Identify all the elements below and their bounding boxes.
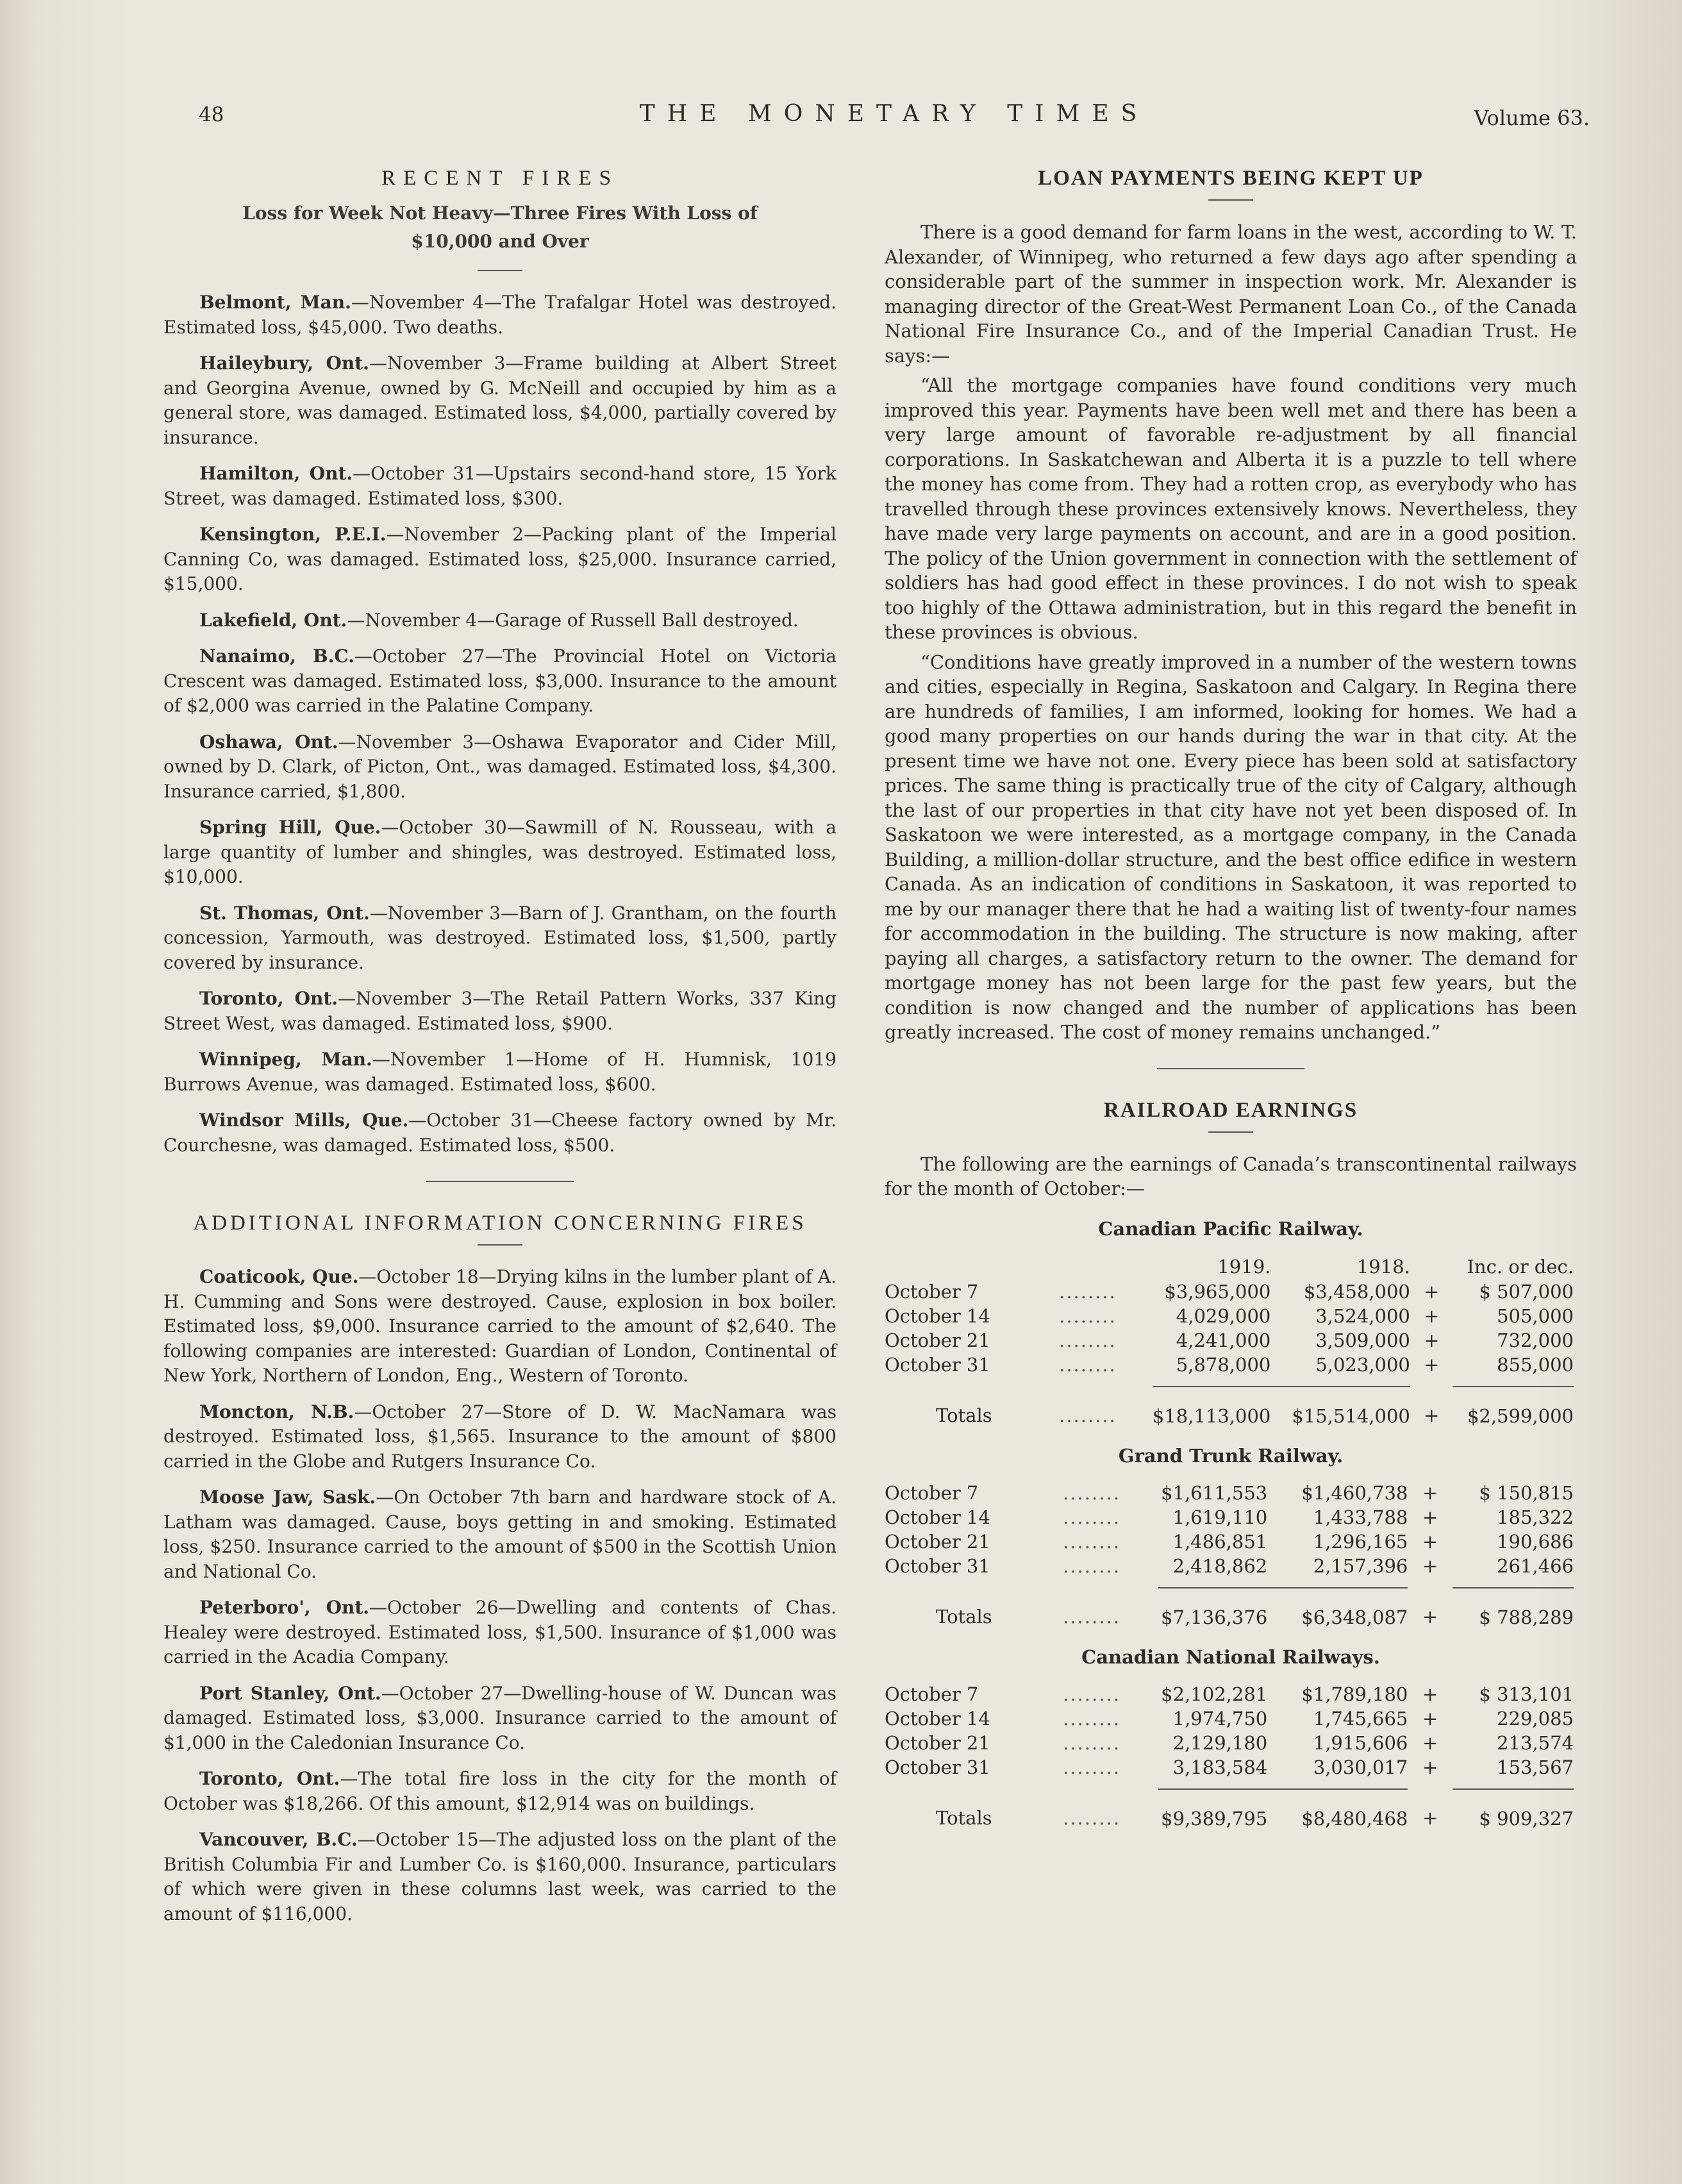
sum-rule-row [885, 1377, 1574, 1387]
earnings-row [885, 1731, 1574, 1755]
row-leader-dots: ........ [1063, 1506, 1120, 1528]
row-1919-value: 3,183,584 [1172, 1756, 1268, 1778]
fire-report-place: Kensington, P.E.I. [199, 524, 387, 545]
earnings-row [885, 1505, 1574, 1530]
additional-info-list [163, 1265, 837, 1926]
row-increase-value [1453, 1706, 1574, 1731]
blank-cell [1063, 1578, 1158, 1588]
row-1919-value: 4,029,000 [1176, 1305, 1271, 1327]
row-leader-dots: ........ [1059, 1353, 1117, 1376]
blank-cell [1410, 1377, 1453, 1387]
row-1918-value: 1,433,788 [1313, 1506, 1408, 1528]
row-sign: + [1422, 1731, 1438, 1754]
loan-paragraph: “All the mortgage companies have found conditions very much improved this year. Payments have been well met and there has been a very large amount of favorable re-adjustment by all financial corporations. In Saskatchewan and Alberta it is a puzzle to tell where the money has come from. They had a rotten crop, as everybody who has travelled through these provinces extensively knows. Nevertheless, they have made very large payments on account, and are in a good position. The policy of the Union government in connection with the settlement of soldiers has had good effect in these provinces. I do not wish to speak too highly of the Ottawa administration, but in this regard the benefit in these provinces is obvious. [885, 374, 1577, 643]
row-leader-dots: ........ [1063, 1807, 1120, 1829]
row-leader-dots: ........ [1059, 1329, 1117, 1351]
fire-report-text: —October 27—Store of D. W. MacNamara was destroyed. Estimated loss, $1,565. Insurance to the amount of $800 carried in the Globe and Rutgers Insurance Co. [163, 1401, 837, 1472]
row-sign: + [1422, 1506, 1438, 1528]
sum-rule [1267, 1780, 1408, 1789]
blank-cell [1408, 1578, 1452, 1588]
increase-amount: 313,101 [1497, 1683, 1574, 1705]
row-sign: + [1422, 1683, 1438, 1705]
section-separator [426, 1181, 574, 1182]
title-rule [1208, 1131, 1253, 1133]
row-leader-dots: ........ [1063, 1707, 1120, 1730]
row-month: October 21 [885, 1329, 990, 1351]
fire-report-item [163, 987, 837, 1036]
row-increase-value [1453, 1353, 1574, 1377]
fire-report-text: —November 3—Frame building at Albert Street and Georgina Avenue, owned by G. McNeill and occupied by him as a general store, was damaged. Estimated loss, $4,000, partially covered by insurance. [163, 353, 837, 448]
fire-report-place: Windsor Mills, Que. [199, 1110, 409, 1131]
totals-1918-value: $6,348,087 [1301, 1606, 1408, 1628]
row-increase-value [1453, 1755, 1574, 1780]
fire-report-item [163, 644, 837, 719]
increase-amount: 732,000 [1497, 1329, 1574, 1351]
fire-report-place: Coaticook, Que. [199, 1266, 359, 1287]
fire-report-text: —November 4—Garage of Russell Ball destroyed. [347, 609, 799, 631]
earnings-row [885, 1481, 1574, 1505]
publication-title: THE MONETARY TIMES [639, 101, 1149, 127]
blank-cell [885, 1254, 1059, 1280]
fire-report-item [163, 730, 837, 804]
blank-cell [1408, 1780, 1452, 1789]
railway-name: Canadian National Railways. [1081, 1646, 1380, 1668]
loan-payments-body [885, 220, 1577, 1045]
earnings-row [885, 1353, 1574, 1377]
totals-1919-value: $18,113,000 [1152, 1405, 1271, 1427]
earnings-table [885, 1682, 1574, 1831]
row-leader-dots: ........ [1063, 1606, 1120, 1628]
row-month: October 7 [885, 1481, 979, 1504]
row-increase-value [1453, 1731, 1574, 1755]
sum-rule [1270, 1377, 1410, 1387]
title-rule [478, 270, 522, 271]
fire-report-text: —November 3—Barn of J. Grantham, on the fourth concession, Yarmouth, was destroyed. Estimated loss, $1,500, partly covered by insurance. [163, 902, 837, 973]
increase-amount: 190,686 [1497, 1530, 1574, 1553]
row-1919-value: 1,619,110 [1172, 1506, 1268, 1528]
row-month: October 7 [885, 1280, 979, 1303]
loan-payments-title: LOAN PAYMENTS BEING KEPT UP [1038, 167, 1424, 190]
sum-rule-row [885, 1578, 1574, 1588]
row-1918-value: 1,296,165 [1313, 1530, 1408, 1553]
row-increase-value [1453, 1304, 1574, 1328]
fire-report-place: Peterboro', Ont. [199, 1597, 370, 1618]
page-header [199, 99, 1590, 138]
totals-label: Totals [936, 1807, 992, 1829]
earnings-row [885, 1682, 1574, 1706]
row-1919-value: $1,611,553 [1161, 1481, 1268, 1504]
title-rule [478, 1244, 522, 1246]
left-column [163, 167, 837, 1938]
row-increase-value [1453, 1280, 1574, 1304]
row-month: October 21 [885, 1731, 990, 1754]
row-1918-value: 1,745,665 [1313, 1707, 1408, 1730]
increase-amount: 261,466 [1497, 1555, 1574, 1577]
sum-rule-row [885, 1780, 1574, 1789]
railroad-intro: The following are the earnings of Canada’s transcontinental railways for the month of October:— [885, 1153, 1577, 1199]
row-month: October 31 [885, 1756, 990, 1778]
page-number: 48 [199, 103, 224, 126]
fire-report-text: —The total fire loss in the city for the month of October was $18,266. Of this amount, $12,914 was on buildings. [163, 1768, 837, 1814]
row-sign: + [1422, 1481, 1438, 1504]
row-sign: + [1422, 1555, 1438, 1577]
row-1918-value: $1,460,738 [1301, 1481, 1408, 1504]
blank-cell [1063, 1780, 1158, 1789]
fire-report-place: Hamilton, Ont. [199, 463, 353, 484]
additional-info-title: ADDITIONAL INFORMATION CONCERNING FIRES [193, 1212, 807, 1235]
volume-label: Volume 63. [1474, 106, 1590, 130]
recent-fires-subtitle: Loss for Week Not Heavy—Three Fires With Loss of $10,000 and Over [242, 203, 758, 252]
fire-report-item [163, 1400, 837, 1474]
fire-report-text: —October 27—The Provincial Hotel on Victoria Crescent was damaged. Estimated loss, $3,000. Insurance to the amount of $2,000 was carried in the Palatine Company. [163, 646, 837, 716]
row-month: October 31 [885, 1353, 990, 1376]
fire-report-text: —October 15—The adjusted loss on the plant of the British Columbia Fir and Lumber Co. is $160,000. Insurance, particulars of which were given in these columns last week, was carried to the amount of $116,000. [163, 1829, 837, 1924]
col-1919-header: 1919. [1217, 1255, 1271, 1278]
totals-row [885, 1588, 1574, 1630]
totals-1919-value: $7,136,376 [1161, 1606, 1268, 1628]
row-increase-value [1453, 1682, 1574, 1706]
sum-rule [1267, 1578, 1408, 1588]
col-1918-header: 1918. [1356, 1255, 1410, 1278]
railway-name: Grand Trunk Railway. [1118, 1444, 1344, 1467]
row-1918-value: 1,915,606 [1313, 1731, 1408, 1754]
railroad-tables [885, 1218, 1577, 1831]
fire-report-place: Winnipeg, Man. [199, 1049, 372, 1070]
fire-report-item [163, 815, 837, 890]
increase-amount: 213,574 [1497, 1731, 1574, 1754]
fire-report-item [163, 608, 837, 633]
row-sign: + [1424, 1280, 1440, 1303]
right-column [885, 167, 1577, 1831]
recent-fires-list [163, 290, 837, 1158]
row-1919-value: 5,878,000 [1176, 1353, 1271, 1376]
row-1919-value: $2,102,281 [1161, 1683, 1268, 1705]
increase-amount: 150,815 [1497, 1481, 1574, 1504]
row-month: October 14 [885, 1707, 990, 1730]
row-month: October 21 [885, 1530, 990, 1553]
fire-report-item [163, 1047, 837, 1097]
totals-1918-value: $15,514,000 [1292, 1405, 1410, 1427]
increase-amount: 153,567 [1497, 1756, 1574, 1778]
row-1918-value: 3,509,000 [1315, 1329, 1410, 1351]
fire-report-place: Spring Hill, Que. [199, 817, 381, 838]
row-month: October 7 [885, 1683, 979, 1705]
fire-report-item [163, 1265, 837, 1388]
row-sign: + [1422, 1530, 1438, 1553]
totals-1918-value: $8,480,468 [1301, 1807, 1408, 1830]
increase-amount: 507,000 [1497, 1280, 1574, 1303]
totals-increase-value: $2,599,000 [1467, 1405, 1574, 1427]
fire-report-item [163, 1596, 837, 1670]
totals-label: Totals [936, 1405, 992, 1426]
row-sign: + [1424, 1405, 1440, 1426]
title-rule [1208, 199, 1253, 201]
row-1918-value: 2,157,396 [1313, 1555, 1408, 1577]
fire-report-item [163, 462, 837, 511]
sum-rule [1453, 1377, 1574, 1387]
fire-report-text: —November 4—The Trafalgar Hotel was destroyed. Estimated loss, $45,000. Two deaths. [163, 292, 837, 338]
row-increase-value [1453, 1481, 1574, 1505]
fire-report-place: Moose Jaw, Sask. [199, 1487, 376, 1508]
sum-rule [1158, 1578, 1267, 1588]
fire-report-item [163, 1108, 837, 1158]
row-1918-value: $1,789,180 [1301, 1683, 1408, 1705]
row-sign: + [1422, 1807, 1438, 1829]
fire-report-place: Belmont, Man. [199, 292, 351, 313]
row-sign: + [1424, 1353, 1440, 1376]
col-inc-header: Inc. or dec. [1467, 1255, 1574, 1278]
loan-paragraph: “Conditions have greatly improved in a number of the western towns and cities, especially in Regina, Saskatoon and Calgary. In Regina there are hundreds of families, I am informed, looking for homes. We had a good many properties on our hands during the war in that city. At the present time we have not one. Every piece has been sold at satisfactory prices. The same thing is practically true of the city of Calgary, although the last of our properties in that city have not yet been disposed of. In Saskatoon we were interested, as a mortgage company, in the Canada Building, a million-dollar structure, and the best office edifice in western Canada. As an indication of conditions in Saskatoon, it was reported to me by our manager there that he had a waiting list of twenty-four names for accommodation in the building. The structure is now making, after paying all charges, a satisfactory return to the owner. The demand for mortgage money has not been large for the past few years, but the condition is now changed and the number of applications has been greatly increased. The cost of money remains unchanged.” [885, 651, 1577, 1043]
row-1918-value: 5,023,000 [1315, 1353, 1410, 1376]
increase-amount: 185,322 [1497, 1506, 1574, 1528]
blank-cell [1059, 1377, 1153, 1387]
fire-report-place: St. Thomas, Ont. [199, 902, 370, 924]
row-1918-value: 3,524,000 [1315, 1305, 1410, 1327]
fire-report-place: Toronto, Ont. [199, 1768, 340, 1789]
dollar-sign: $ [1479, 1481, 1491, 1504]
fire-report-place: Nanaimo, B.C. [199, 646, 354, 667]
railway-name: Canadian Pacific Railway. [1098, 1217, 1363, 1240]
fire-report-text: —November 2—Packing plant of the Imperial Canning Co, was damaged. Estimated loss, $25,000. Insurance carried, $15,000. [163, 524, 837, 594]
row-sign: + [1422, 1756, 1438, 1778]
row-1919-value: 1,974,750 [1172, 1707, 1268, 1730]
row-leader-dots: ........ [1063, 1555, 1120, 1577]
sum-rule [1158, 1780, 1267, 1789]
row-leader-dots: ........ [1063, 1683, 1120, 1705]
railroad-title: RAILROAD EARNINGS [1103, 1098, 1358, 1122]
increase-amount: 855,000 [1497, 1353, 1574, 1376]
fire-report-place: Moncton, N.B. [199, 1401, 354, 1422]
fire-report-place: Haileybury, Ont. [199, 353, 369, 374]
fire-report-text: —October 26—Dwelling and contents of Chas. Healey were destroyed. Estimated loss, $1,500. Insurance of $1,000 was carried in the Acadia Company. [163, 1597, 837, 1667]
recent-fires-title: RECENT FIRES [381, 167, 619, 190]
totals-row [885, 1789, 1574, 1831]
row-leader-dots: ........ [1059, 1405, 1117, 1426]
fire-report-text: —November 1—Home of H. Humnisk, 1019 Burrows Avenue, was damaged. Estimated loss, $600. [163, 1049, 837, 1095]
fire-report-text: —On October 7th barn and hardware stock of A. Latham was damaged. Cause, boys getting in and smoking. Estimated loss, $250. Insurance carried to the amount of $500 in the Scottish Union and National Co. [163, 1487, 837, 1582]
fire-report-item [163, 290, 837, 340]
fire-report-text: —November 3—Oshawa Evaporator and Cider Mill, owned by D. Clark, of Picton, Ont., was damaged. Estimated loss, $4,300. Insurance carried, $1,800. [163, 731, 837, 802]
blank-cell [885, 1578, 1063, 1588]
blank-cell [1059, 1254, 1153, 1280]
row-sign: + [1422, 1707, 1438, 1730]
row-1919-value: 2,129,180 [1172, 1731, 1268, 1754]
fire-report-place: Lakefield, Ont. [199, 609, 347, 631]
section-separator [1157, 1068, 1304, 1069]
fire-report-text: —October 27—Dwelling-house of W. Duncan was damaged. Estimated loss, $3,000. Insurance carried to the amount of $1,000 in the Caledonian Insurance Co. [163, 1682, 837, 1753]
sum-rule [1453, 1578, 1574, 1588]
fire-report-text: —October 31—Cheese factory owned by Mr. Courchesne, was damaged. Estimated loss, $500. [163, 1110, 837, 1156]
row-leader-dots: ........ [1063, 1530, 1120, 1553]
earnings-table [885, 1254, 1574, 1428]
fire-report-item [163, 901, 837, 976]
fire-report-text: —October 18—Drying kilns in the lumber plant of A. H. Cumming and Sons were destroyed. Cause, explosion in box boiler. Estimated loss, $9,000. Insurance carried to the amount of $2,640. The following companies are interested: Guardian of London, Continental of New York, Northern of London, Eng., Western of Toronto. [163, 1266, 837, 1386]
totals-1919-value: $9,389,795 [1161, 1807, 1268, 1830]
sum-rule [1153, 1377, 1271, 1387]
row-leader-dots: ........ [1063, 1756, 1120, 1778]
fire-report-item [163, 1681, 837, 1756]
row-increase-value [1453, 1554, 1574, 1578]
row-month: October 31 [885, 1555, 990, 1577]
fire-report-item [163, 1828, 837, 1926]
sum-rule [1453, 1780, 1574, 1789]
row-month: October 14 [885, 1506, 990, 1528]
blank-cell [885, 1780, 1063, 1789]
blank-cell [885, 1377, 1059, 1387]
row-leader-dots: ........ [1059, 1305, 1117, 1327]
earnings-row [885, 1755, 1574, 1780]
row-1919-value: 4,241,000 [1176, 1329, 1271, 1351]
row-sign: + [1424, 1329, 1440, 1351]
fire-report-text: —October 31—Upstairs second-hand store, 15 York Street, was damaged. Estimated loss, $300. [163, 463, 837, 509]
increase-amount: 505,000 [1497, 1305, 1574, 1327]
row-leader-dots: ........ [1063, 1481, 1120, 1504]
row-increase-value [1453, 1530, 1574, 1554]
row-1918-value: $3,458,000 [1303, 1280, 1410, 1303]
row-sign: + [1424, 1305, 1440, 1327]
totals-increase-value: $ 909,327 [1479, 1807, 1574, 1830]
fire-report-item [163, 351, 837, 450]
fire-report-place: Oshawa, Ont. [199, 731, 338, 753]
earnings-row [885, 1280, 1574, 1304]
fire-report-text: —November 3—The Retail Pattern Works, 337 King Street West, was damaged. Estimated loss, $900. [163, 988, 837, 1034]
row-1919-value: $3,965,000 [1164, 1280, 1271, 1303]
fire-report-item [163, 522, 837, 597]
earnings-row [885, 1706, 1574, 1731]
row-month: October 14 [885, 1305, 990, 1327]
dollar-sign: $ [1479, 1683, 1491, 1705]
dollar-sign: $ [1479, 1280, 1491, 1303]
row-leader-dots: ........ [1059, 1280, 1117, 1303]
increase-amount: 229,085 [1497, 1707, 1574, 1730]
row-sign: + [1422, 1606, 1438, 1628]
totals-row [885, 1387, 1574, 1428]
fire-report-item [163, 1485, 837, 1584]
fire-report-place: Vancouver, B.C. [199, 1829, 358, 1850]
totals-increase-value: $ 788,289 [1479, 1606, 1574, 1628]
fire-report-text: —October 30—Sawmill of N. Rousseau, with a large quantity of lumber and shingles, was destroyed. Estimated loss, $10,000. [163, 817, 837, 887]
row-increase-value [1453, 1505, 1574, 1530]
totals-label: Totals [936, 1606, 992, 1628]
earnings-row [885, 1530, 1574, 1554]
earnings-header-row [885, 1254, 1574, 1280]
earnings-row [885, 1554, 1574, 1578]
row-1918-value: 3,030,017 [1313, 1756, 1408, 1778]
earnings-row [885, 1328, 1574, 1353]
row-increase-value [1453, 1328, 1574, 1353]
fire-report-item [163, 1767, 837, 1816]
row-1919-value: 1,486,851 [1172, 1530, 1268, 1553]
row-1919-value: 2,418,862 [1172, 1555, 1268, 1577]
loan-paragraph: There is a good demand for farm loans in the west, according to W. T. Alexander, of Winnipeg, who returned a few days ago after spending a considerable part of the summer in inspection work. Mr. Alexander is managing director of the Great-West Permanent Loan Co., of the Canada National Fire Insurance Co., and of the Imperial Canadian Trust. He says:— [885, 221, 1577, 367]
earnings-table [885, 1481, 1574, 1630]
row-leader-dots: ........ [1063, 1731, 1120, 1754]
earnings-row [885, 1304, 1574, 1328]
fire-report-place: Port Stanley, Ont. [199, 1682, 381, 1704]
fire-report-place: Toronto, Ont. [199, 988, 338, 1009]
